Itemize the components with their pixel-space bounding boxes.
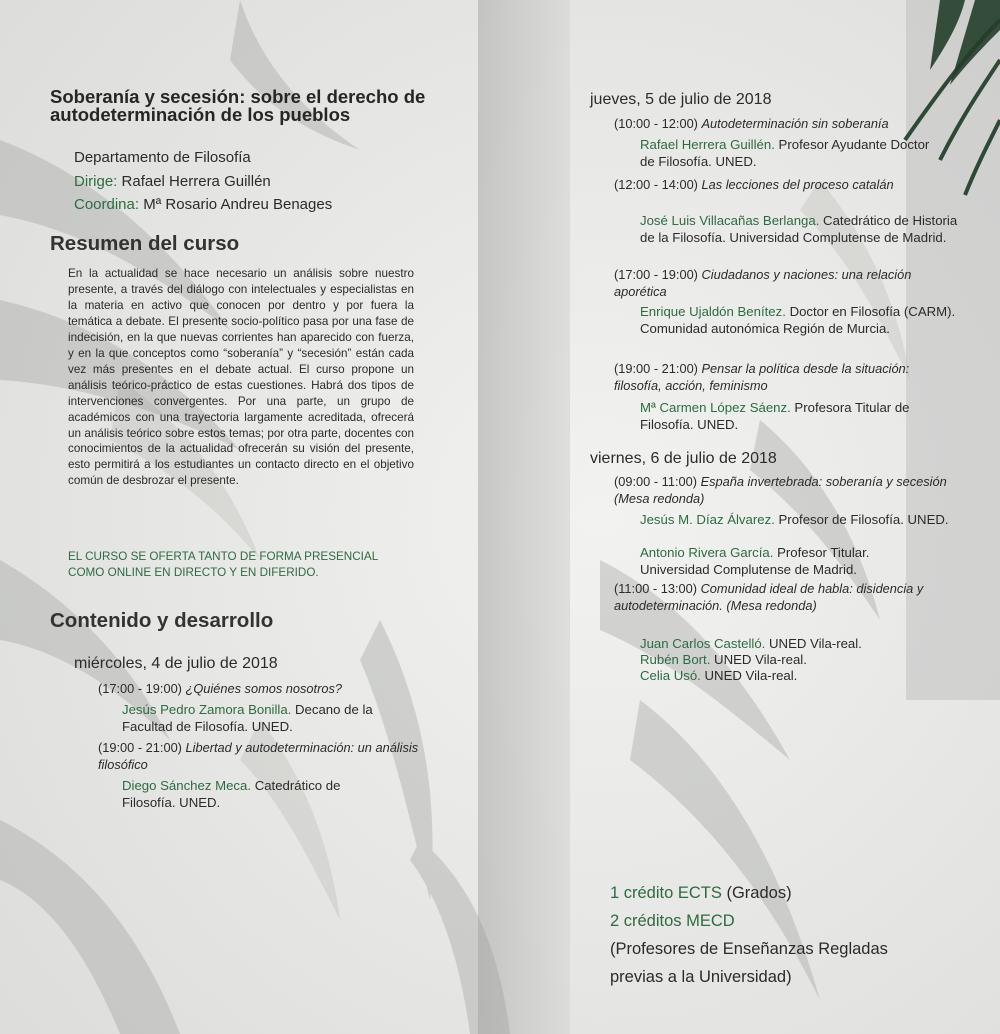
session-wed-1 <box>98 681 418 698</box>
director-line <box>74 172 271 192</box>
session-time: (17:00 - 19:00) <box>614 267 698 282</box>
speaker-name: Diego Sánchez Meca. <box>122 778 252 793</box>
speaker-role: Profesor Titular. Universidad Complutense de Madrid. <box>640 545 870 577</box>
session-thu-1 <box>614 116 984 133</box>
session-title: Ciudadanos y naciones: una relación aporética <box>614 267 912 299</box>
session-time: (10:00 - 12:00) <box>614 116 698 131</box>
program-heading: Contenido y desarrollo <box>50 609 274 632</box>
session-time: (12:00 - 14:00) <box>614 177 698 192</box>
speaker-name: Enrique Ujaldón Benítez. <box>640 304 786 319</box>
credits-note-line1: (Profesores de Enseñanzas Regladas <box>610 940 888 958</box>
session-title: ¿Quiénes somos nosotros? <box>185 681 342 696</box>
coordinator-label: Coordina: <box>74 196 140 213</box>
session-thu-3 <box>614 267 924 300</box>
director-name: Rafael Herrera Guillén <box>121 173 271 190</box>
speaker-name: Juan Carlos Castelló. <box>640 636 766 651</box>
offer-note-line2: COMO ONLINE EN DIRECTO Y EN DIFERIDO. <box>68 566 319 579</box>
speaker-name: Antonio Rivera García. <box>640 545 774 560</box>
department: Departamento de Filosofía <box>74 149 251 166</box>
session-fri-2 <box>614 581 924 614</box>
speaker-name: Mª Carmen López Sáenz. <box>640 400 791 415</box>
credits-ects-label: 1 crédito ECTS <box>610 884 722 902</box>
speaker-role: Profesor de Filosofía. UNED. <box>778 512 949 527</box>
speaker-role: Decano de la Facultad de Filosofía. UNED. <box>122 702 373 734</box>
session-wed-2 <box>98 740 433 773</box>
speaker-name: Jesús M. Díaz Álvarez. <box>640 512 775 527</box>
speaker-role: Doctor en Filosofía (CARM). Comunidad autonómica Región de Murcia. <box>640 304 956 336</box>
session-title: Comunidad ideal de habla: disidencia y autodeterminación. (Mesa redonda) <box>614 581 924 613</box>
director-label: Dirige: <box>74 173 118 190</box>
credits-mecd: 2 créditos MECD <box>610 912 735 930</box>
credits-block <box>610 879 888 991</box>
session-title: Libertad y autodeterminación: un análisis filosófico <box>98 740 419 772</box>
credits-ects-note: (Grados) <box>726 884 792 902</box>
speaker-fri-1a <box>640 512 960 529</box>
course-title: Soberanía y secesión: sobre el derecho de autodeterminación de los pueblos <box>50 86 426 125</box>
coordinator-name: Mª Rosario Andreu Benages <box>143 196 333 213</box>
speaker-thu-1 <box>640 137 940 170</box>
summary-heading: Resumen del curso <box>50 232 240 255</box>
speaker-thu-2 <box>640 213 970 246</box>
session-thu-4 <box>614 361 919 394</box>
speaker-thu-3 <box>640 304 960 337</box>
speaker-name: Rafael Herrera Guillén. <box>640 137 775 152</box>
credits-ects <box>610 879 888 907</box>
credits-note-line2: previas a la Universidad) <box>610 968 792 986</box>
speaker-name: José Luis Villacañas Berlanga. <box>640 213 820 228</box>
speaker-fri-2b <box>640 652 960 669</box>
offer-note-line1: EL CURSO SE OFERTA TANTO DE FORMA PRESENCIAL <box>68 550 379 563</box>
speaker-fri-2c <box>640 668 960 685</box>
session-time: (19:00 - 21:00) <box>614 361 698 376</box>
session-time: (19:00 - 21:00) <box>98 740 182 755</box>
session-time: (11:00 - 13:00) <box>614 581 697 596</box>
session-time: (09:00 - 11:00) <box>614 474 697 489</box>
speaker-role: UNED Vila-real. <box>704 668 798 683</box>
speaker-role: Catedrático de Filosofía. UNED. <box>122 778 341 810</box>
speaker-fri-2a <box>640 636 960 653</box>
speaker-wed-1 <box>122 702 422 735</box>
offer-note <box>68 549 428 581</box>
speaker-role: UNED Vila-real. <box>769 636 862 651</box>
speaker-role: UNED Vila-real. <box>714 652 807 667</box>
coordinator-line <box>74 195 332 215</box>
day-thursday: jueves, 5 de julio de 2018 <box>590 91 772 108</box>
summary-text: En la actualidad se hace necesario un análisis sobre nuestro presente, a través del diálogo con intelectuales y especialistas en la materia en activo que conocen por dentro y por fuera la temática a debate. El presente socio-político pasa por una fase de indecisión, en la que nuevas corrientes han aparecido con fuerza, y en la que conceptos como “soberanía” y “secesión” están cada vez más presentes en el debate actual. El curso propone un análisis teórico-práctico de estas cuestiones. Habrá dos tipos de intervenciones convergentes. Por una parte, un grupo de académicos con una trayectoria largamente acreditada, ofrecerá un análisis teórico sobre estos temas; por otra parte, docentes con conocimientos de la actualidad ofrecerán su visión del presente, esto permitirá a los estudiantes un contacto directo en el objetivo común de desbrozar el presente. <box>68 267 414 488</box>
speaker-name: Rubén Bort. <box>640 652 711 667</box>
day-wednesday: miércoles, 4 de julio de 2018 <box>74 655 278 672</box>
speaker-role: Catedrático de Historia de la Filosofía. Universidad Complutense de Madrid. <box>640 213 958 245</box>
speaker-role: Profesor Ayudante Doctor de Filosofía. UNED. <box>640 137 930 169</box>
speaker-wed-2 <box>122 778 392 811</box>
speaker-name: Jesús Pedro Zamora Bonilla. <box>122 702 292 717</box>
session-title: Las lecciones del proceso catalán <box>701 177 894 192</box>
session-time: (17:00 - 19:00) <box>98 681 182 696</box>
speaker-name: Celia Usó. <box>640 668 701 683</box>
speaker-thu-4 <box>640 400 950 433</box>
day-friday: viernes, 6 de julio de 2018 <box>590 450 777 467</box>
session-thu-2 <box>614 177 914 194</box>
session-title: Pensar la política desde la situación: filosofía, acción, feminismo <box>614 361 910 393</box>
session-title: Autodeterminación sin soberanía <box>701 116 889 131</box>
speaker-role: Profesora Titular de Filosofía. UNED. <box>640 400 910 432</box>
session-fri-1 <box>614 474 954 507</box>
speaker-fri-1b <box>640 545 940 578</box>
session-title: España invertebrada: soberanía y secesión (Mesa redonda) <box>614 474 947 506</box>
